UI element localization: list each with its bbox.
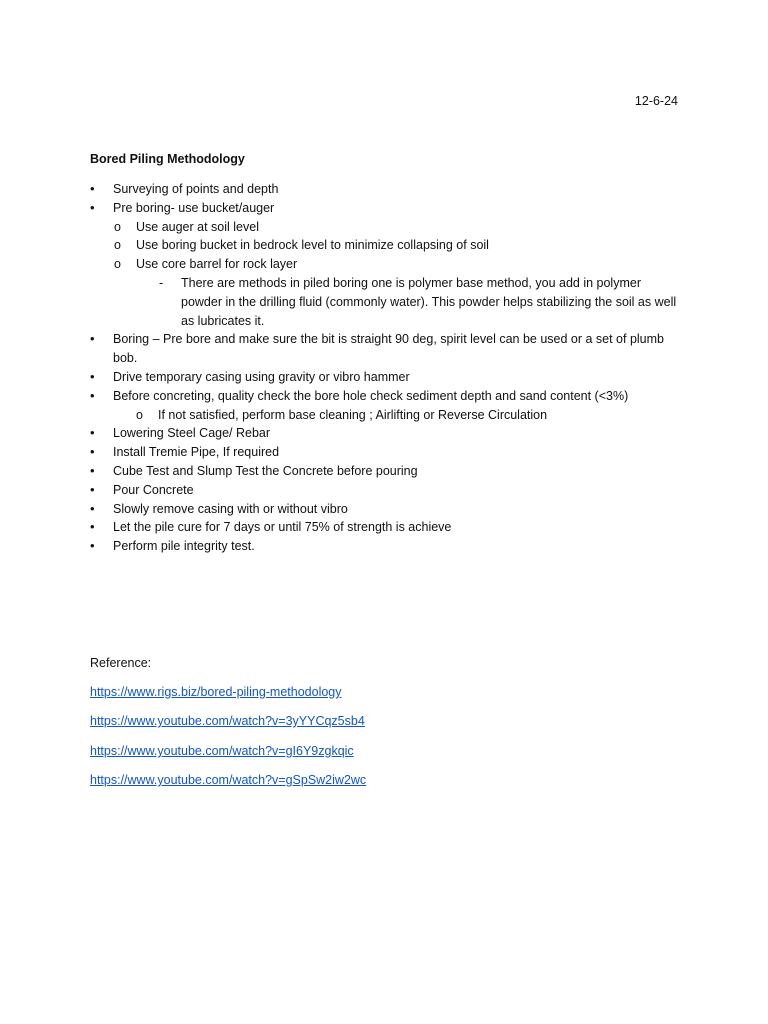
bullet-marker: • <box>90 481 95 497</box>
reference-label: Reference: <box>90 656 152 670</box>
list-item: • Pre boring- use bucket/auger <box>90 199 680 218</box>
bullet-marker: • <box>90 500 95 516</box>
circle-marker: o <box>114 219 121 234</box>
circle-marker: o <box>114 238 121 253</box>
list-item: • Surveying of points and depth <box>90 180 680 199</box>
reference-link[interactable]: https://www.youtube.com/watch?v=3yYYCqz5sb4 <box>90 714 365 728</box>
sub-list-item: o Use boring bucket in bedrock level to minimize collapsing of soil <box>90 236 680 255</box>
bullet-marker: • <box>90 444 95 460</box>
bullet-marker: • <box>90 199 95 215</box>
document-date: 12-6-24 <box>634 94 678 108</box>
sub-list-item: o If not satisfied, perform base cleaning ; Airlifting or Reverse Circulation <box>90 406 680 425</box>
sub-list-item: o Use core barrel for rock layer <box>90 255 680 274</box>
bullet-marker: • <box>90 425 95 441</box>
bullet-marker: • <box>90 368 95 384</box>
list-item: • Let the pile cure for 7 days or until 75% of strength is achieve <box>90 518 680 537</box>
bullet-marker: • <box>90 538 95 554</box>
bullet-marker: • <box>90 519 95 535</box>
reference-link[interactable]: https://www.youtube.com/watch?v=gSpSw2iw2wc <box>90 773 367 787</box>
bullet-marker: • <box>90 331 95 347</box>
list-item: • Perform pile integrity test. <box>90 537 680 556</box>
bullet-marker: • <box>90 462 95 478</box>
bullet-marker: • <box>90 181 95 196</box>
document-title: Bored Piling Methodology <box>90 152 245 166</box>
methodology-list <box>90 180 680 556</box>
list-item: • Cube Test and Slump Test the Concrete before pouring <box>90 462 680 481</box>
sub-sub-list-item: - There are methods in piled boring one is polymer base method, you add in polymer powder in the drilling fluid (commonly water). This powder helps stabilizing the soil as well as lubricates it. <box>159 275 677 328</box>
reference-link[interactable]: https://www.rigs.biz/bored-piling-methodology <box>90 685 342 699</box>
dash-marker: - <box>159 275 164 290</box>
circle-marker: o <box>136 407 143 422</box>
list-item: • Pour Concrete <box>90 481 680 500</box>
list-item: • Lowering Steel Cage/ Rebar <box>90 424 680 443</box>
list-item: • Before concreting, quality check the bore hole check sediment depth and sand content (<3%) <box>90 387 680 406</box>
sub-list-item: o Use auger at soil level <box>90 218 680 237</box>
circle-marker: o <box>114 257 121 272</box>
list-item: • Slowly remove casing with or without vibro <box>90 500 680 519</box>
list-item: • Boring – Pre bore and make sure the bit is straight 90 deg, spirit level can be used or a set of plumb bob. <box>90 331 665 366</box>
list-item: • Install Tremie Pipe, If required <box>90 443 680 462</box>
list-item: • Drive temporary casing using gravity or vibro hammer <box>90 368 680 387</box>
bullet-marker: • <box>90 387 95 403</box>
reference-link[interactable]: https://www.youtube.com/watch?v=gI6Y9zgkqic <box>90 744 354 758</box>
